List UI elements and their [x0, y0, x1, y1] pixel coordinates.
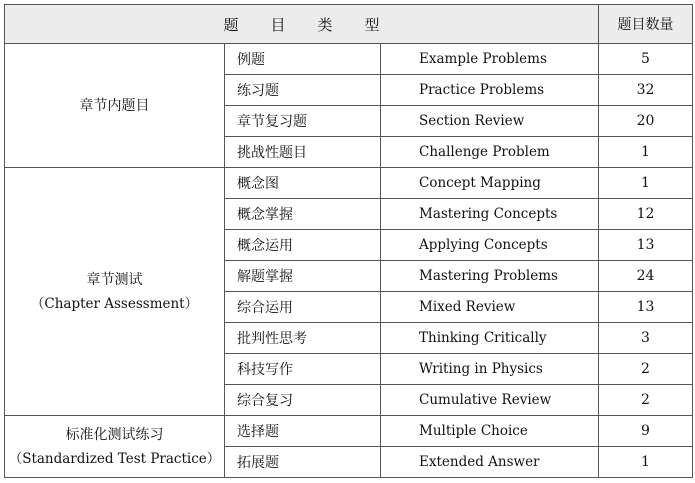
table-row [5, 168, 693, 199]
type-name-en: Thinking Critically [381, 323, 599, 354]
type-count: 13 [599, 230, 693, 261]
type-count: 1 [599, 137, 693, 168]
group-cell-chapter-questions [5, 44, 225, 168]
type-name-cn: 练习题 [225, 75, 381, 106]
header-type-char: 型 [364, 15, 380, 34]
question-type-table [4, 4, 693, 478]
type-name-en: Section Review [381, 106, 599, 137]
type-count: 20 [599, 106, 693, 137]
type-count: 9 [599, 416, 693, 447]
type-name-cn: 批判性思考 [225, 323, 381, 354]
question-type-table-container [4, 4, 693, 478]
group-label-cn: 章节测试 [86, 271, 143, 288]
type-name-cn: 综合运用 [225, 292, 381, 323]
type-name-cn: 概念掌握 [225, 199, 381, 230]
type-count: 2 [599, 385, 693, 416]
header-row [5, 5, 693, 44]
type-name-en: Mastering Problems [381, 261, 599, 292]
type-name-cn: 挑战性题目 [225, 137, 381, 168]
type-count: 24 [599, 261, 693, 292]
group-label-en: （Standardized Test Practice） [8, 450, 221, 467]
type-count: 3 [599, 323, 693, 354]
type-count: 13 [599, 292, 693, 323]
type-name-cn: 科技写作 [225, 354, 381, 385]
type-count: 1 [599, 168, 693, 199]
type-name-cn: 选择题 [225, 416, 381, 447]
type-name-en: Multiple Choice [381, 416, 599, 447]
type-name-cn: 解题掌握 [225, 261, 381, 292]
type-name-cn: 拓展题 [225, 447, 381, 478]
type-name-en: Mastering Concepts [381, 199, 599, 230]
type-name-cn: 综合复习 [225, 385, 381, 416]
type-count: 1 [599, 447, 693, 478]
type-name-en: Extended Answer [381, 447, 599, 478]
type-name-cn: 概念图 [225, 168, 381, 199]
type-count: 2 [599, 354, 693, 385]
group-label-en: （Chapter Assessment） [30, 295, 199, 312]
group-label-cn: 章节内题目 [79, 97, 150, 114]
header-question-count: 题目数量 [599, 5, 693, 44]
table-row [5, 44, 693, 75]
type-name-cn: 章节复习题 [225, 106, 381, 137]
group-cell-standardized-test [5, 416, 225, 478]
type-name-cn: 概念运用 [225, 230, 381, 261]
type-name-en: Applying Concepts [381, 230, 599, 261]
group-cell-chapter-assessment [5, 168, 225, 416]
type-count: 32 [599, 75, 693, 106]
header-question-type [5, 5, 599, 44]
type-name-en: Example Problems [381, 44, 599, 75]
type-name-en: Mixed Review [381, 292, 599, 323]
header-type-char: 类 [317, 15, 333, 34]
type-name-en: Challenge Problem [381, 137, 599, 168]
type-count: 12 [599, 199, 693, 230]
type-name-en: Concept Mapping [381, 168, 599, 199]
type-name-cn: 例题 [225, 44, 381, 75]
header-type-char: 目 [270, 15, 286, 34]
type-count: 5 [599, 44, 693, 75]
group-label-cn: 标准化测试练习 [65, 426, 164, 443]
header-type-char: 题 [223, 15, 239, 34]
type-name-en: Practice Problems [381, 75, 599, 106]
type-name-en: Writing in Physics [381, 354, 599, 385]
table-row [5, 416, 693, 447]
type-name-en: Cumulative Review [381, 385, 599, 416]
